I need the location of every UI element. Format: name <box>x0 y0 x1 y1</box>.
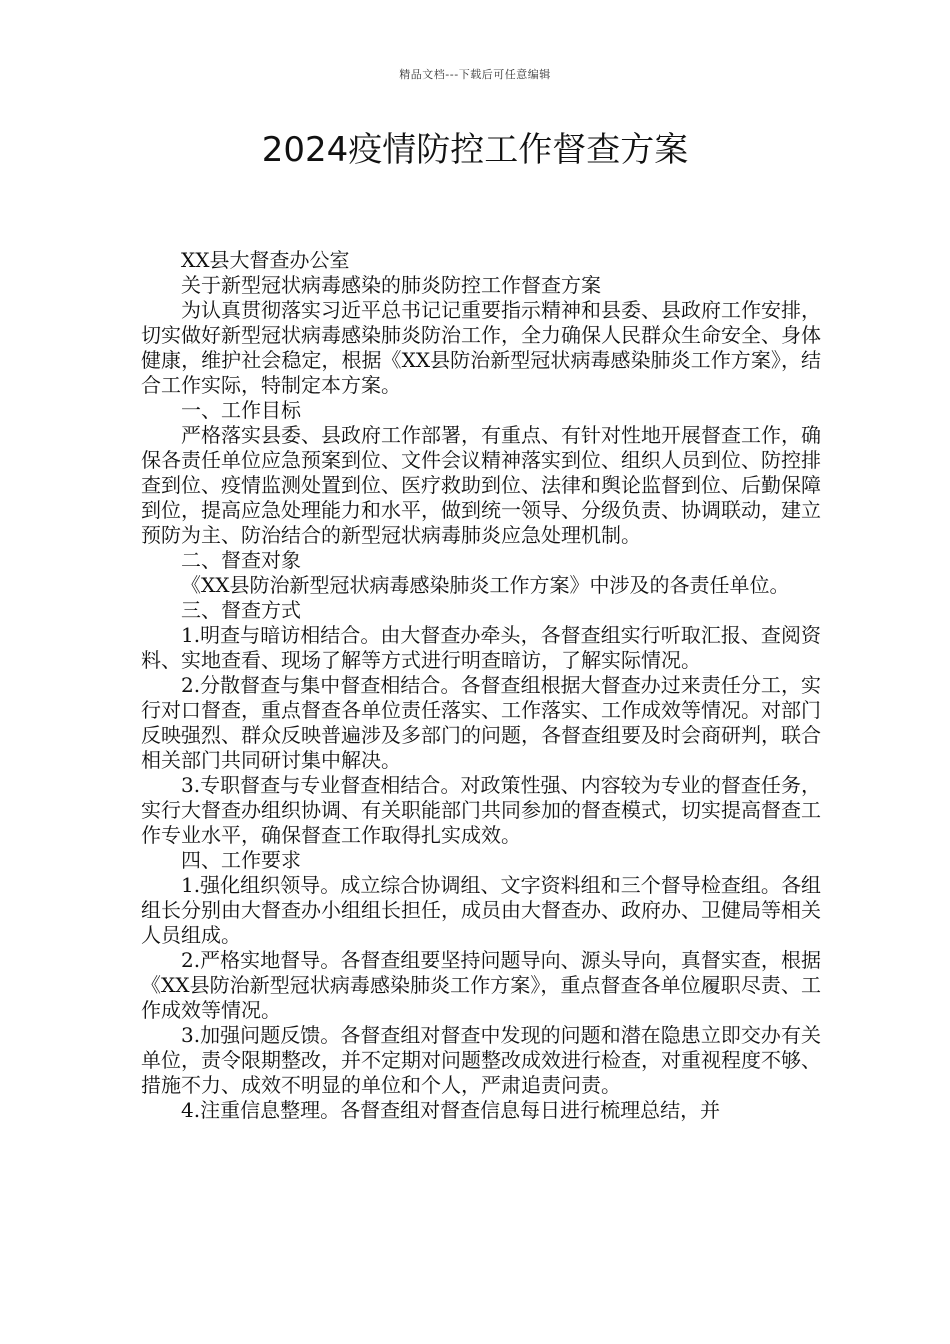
paragraph-intro: 为认真贯彻落实习近平总书记记重要指示精神和县委、县政府工作安排，切实做好新型冠状病毒感染肺炎防治工作，全力确保人民群众生命安全、身体健康，维护社会稳定，根据《XX县防治新型冠状病毒感染肺炎工作方案》，结合工作实际，特制定本方案。 <box>141 298 821 397</box>
document-title: 2024疫情防控工作督查方案 <box>261 130 689 170</box>
header-note: 精品文档---下载后可任意编辑 <box>399 68 551 81</box>
section-heading-goals: 一、工作目标 <box>181 398 301 422</box>
section-heading-requirements: 四、工作要求 <box>181 848 301 872</box>
paragraph-subject: 关于新型冠状病毒感染的肺炎防控工作督查方案 <box>181 273 601 297</box>
paragraph-method-1: 1.明查与暗访相结合。由大督查办牵头，各督查组实行听取汇报、查阅资料、实地查看、现场了解等方式进行明查暗访，了解实际情况。 <box>141 623 821 672</box>
paragraph-requirement-1: 1.强化组织领导。成立综合协调组、文字资料组和三个督导检查组。各组组长分别由大督查办小组组长担任，成员由大督查办、政府办、卫健局等相关人员组成。 <box>141 873 821 947</box>
paragraph-method-2: 2.分散督查与集中督查相结合。各督查组根据大督查办过来责任分工，实行对口督查，重点督查各单位责任落实、工作落实、工作成效等情况。对部门反映强烈、群众反映普遍涉及多部门的问题，各督查组要及时会商研判，联合相关部门共同研讨集中解决。 <box>141 673 821 772</box>
paragraph-goals: 严格落实县委、县政府工作部署，有重点、有针对性地开展督查工作，确保各责任单位应急预案到位、文件会议精神落实到位、组织人员到位、防控排查到位、疫情监测处置到位、医疗救助到位、法律和舆论监督到位、后勤保障到位，提高应急处理能力和水平，做到统一领导、分级负责、协调联动，建立预防为主、防治结合的新型冠状病毒肺炎应急处理机制。 <box>141 423 821 547</box>
document-body <box>141 248 821 1123</box>
section-heading-methods: 三、督查方式 <box>181 598 301 622</box>
paragraph-sender: XX县大督查办公室 <box>181 248 350 272</box>
section-heading-targets: 二、督查对象 <box>181 548 301 572</box>
paragraph-targets: 《XX县防治新型冠状病毒感染肺炎工作方案》中涉及的各责任单位。 <box>181 573 790 597</box>
paragraph-requirement-4: 4.注重信息整理。各督查组对督查信息每日进行梳理总结，并 <box>181 1098 721 1122</box>
paragraph-method-3: 3.专职督查与专业督查相结合。对政策性强、内容较为专业的督查任务，实行大督查办组织协调、有关职能部门共同参加的督查模式，切实提高督查工作专业水平，确保督查工作取得扎实成效。 <box>141 773 821 847</box>
paragraph-requirement-3: 3.加强问题反馈。各督查组对督查中发现的问题和潜在隐患立即交办有关单位，责令限期整改，并不定期对问题整改成效进行检查，对重视程度不够、措施不力、成效不明显的单位和个人，严肃追责问责。 <box>141 1023 821 1097</box>
paragraph-requirement-2: 2.严格实地督导。各督查组要坚持问题导向、源头导向，真督实查，根据《XX县防治新型冠状病毒感染肺炎工作方案》，重点督查各单位履职尽责、工作成效等情况。 <box>141 948 821 1022</box>
